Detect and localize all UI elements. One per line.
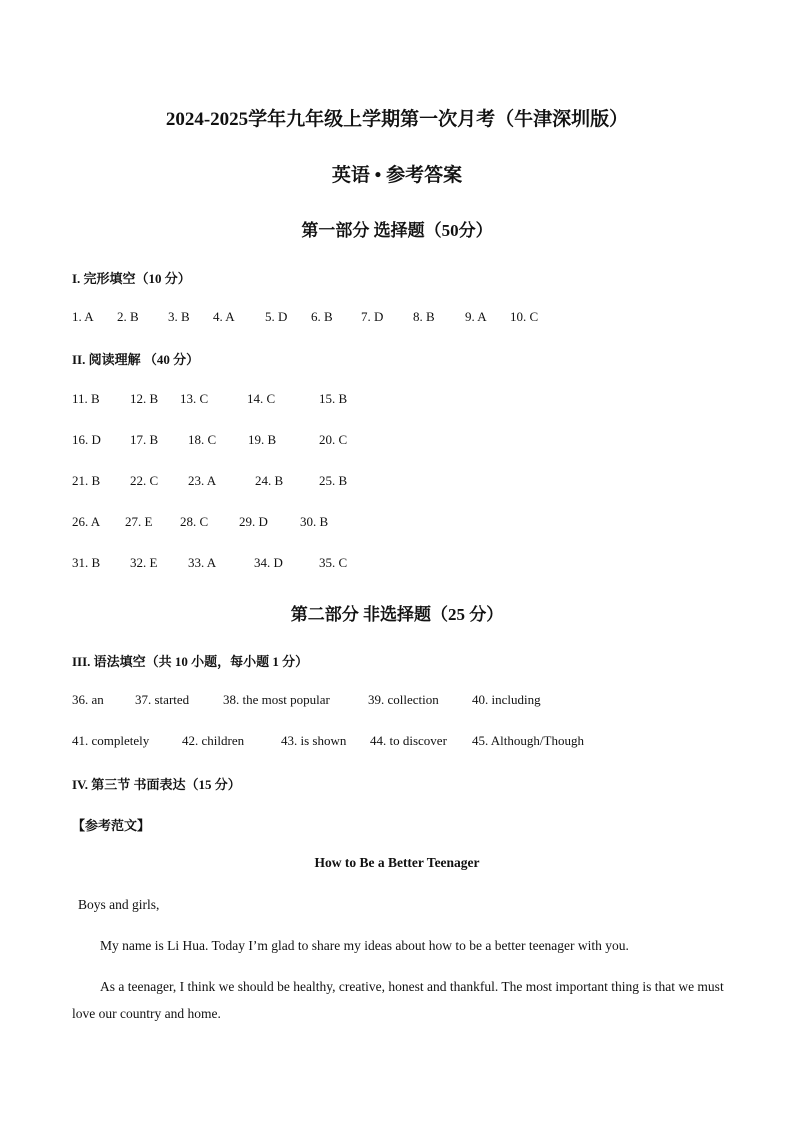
answer-item: 11. B <box>72 391 100 406</box>
answer-item: 38. the most popular <box>223 692 330 707</box>
answer-item: 9. A <box>465 309 487 324</box>
sample-essay-label: 【参考范文】 <box>72 818 151 833</box>
answer-item: 7. D <box>361 309 384 324</box>
section1-heading: I. 完形填空（10 分） <box>72 271 191 286</box>
answer-item: 8. B <box>413 309 435 324</box>
answer-item: 13. C <box>180 391 209 406</box>
answer-item: 15. B <box>319 391 348 406</box>
answer-item: 10. C <box>510 309 539 324</box>
answer-item: 29. D <box>239 514 268 529</box>
answer-item: 42. children <box>182 733 245 748</box>
answer-item: 12. B <box>130 391 159 406</box>
essay-paragraph: My name is Li Hua. Today I’m glad to share my ideas about how to be a better teenager with you. <box>100 938 629 953</box>
answer-item: 26. A <box>72 514 101 529</box>
answer-item: 41. completely <box>72 733 150 748</box>
answer-item: 35. C <box>319 555 348 570</box>
answer-item: 30. B <box>300 514 329 529</box>
answer-item: 36. an <box>72 692 104 707</box>
answer-item: 3. B <box>168 309 190 324</box>
answer-item: 28. C <box>180 514 209 529</box>
answer-item: 17. B <box>130 432 159 447</box>
essay-title: How to Be a Better Teenager <box>314 855 480 870</box>
section2-heading: II. 阅读理解 （40 分） <box>72 352 200 367</box>
answer-item: 32. E <box>130 555 158 570</box>
document-subtitle: 英语 • 参考答案 <box>331 165 463 186</box>
essay-paragraph: As a teenager, I think we should be healthy, creative, honest and thankful. The most important thing is that we must love our country and home. <box>72 979 724 1021</box>
answer-item: 24. B <box>255 473 284 488</box>
answer-item: 14. C <box>247 391 276 406</box>
answer-item: 6. B <box>311 309 333 324</box>
answer-item: 39. collection <box>368 692 439 707</box>
answer-item: 43. is shown <box>281 733 347 748</box>
part2-heading: 第二部分 非选择题（25 分） <box>290 605 504 624</box>
answer-item: 4. A <box>213 309 235 324</box>
section3-heading: III. 语法填空（共 10 小题，每小题 1 分） <box>72 654 309 669</box>
answer-item: 45. Although/Though <box>472 733 584 748</box>
answer-item: 25. B <box>319 473 348 488</box>
answer-item: 37. started <box>135 692 190 707</box>
answer-item: 34. D <box>254 555 283 570</box>
answer-item: 22. C <box>130 473 159 488</box>
answer-item: 27. E <box>125 514 153 529</box>
essay-greeting: Boys and girls, <box>78 897 160 912</box>
answer-item: 40. including <box>472 692 541 707</box>
answer-item: 31. B <box>72 555 101 570</box>
document-title: 2024-2025学年九年级上学期第一次月考（牛津深圳版） <box>165 109 629 130</box>
answer-item: 1. A <box>72 309 94 324</box>
part1-heading: 第一部分 选择题（50分） <box>301 221 493 240</box>
answer-item: 19. B <box>248 432 277 447</box>
answer-item: 20. C <box>319 432 348 447</box>
answer-item: 21. B <box>72 473 101 488</box>
answer-item: 16. D <box>72 432 101 447</box>
answer-item: 5. D <box>265 309 288 324</box>
section4-heading: IV. 第三节 书面表达（15 分） <box>72 777 241 792</box>
answer-item: 18. C <box>188 432 217 447</box>
answer-item: 2. B <box>117 309 139 324</box>
answer-item: 33. A <box>188 555 217 570</box>
answer-item: 23. A <box>188 473 217 488</box>
answer-item: 44. to discover <box>370 733 447 748</box>
